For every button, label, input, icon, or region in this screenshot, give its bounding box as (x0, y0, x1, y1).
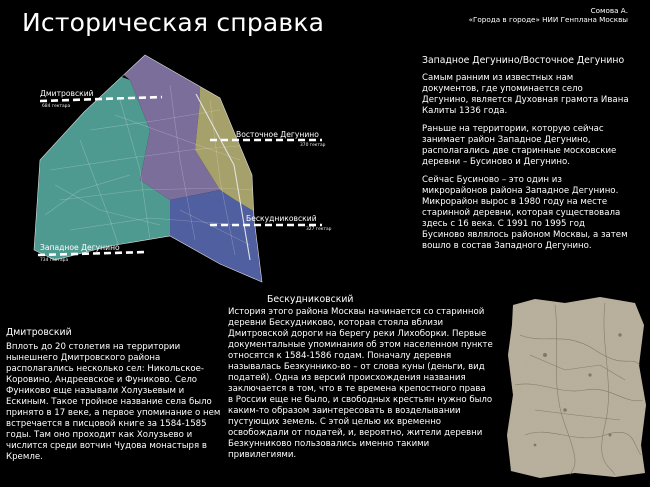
author-affiliation: «Города в городе» НИИ Генплана Москвы (468, 15, 628, 24)
author-credit (469, 6, 628, 24)
district-map (20, 40, 332, 280)
map-label-vostochnoe: Восточное Дегунино (236, 130, 319, 139)
map-label-dmitrovsky: Дмитровский (40, 89, 94, 98)
section-text-dmitrovsky: Вплоть до 20 столетия на территории нынешнего Дмитровского района располагались несколько сел: Никольское-Коровино, Андреевское и Фуниково. Село Фуниково еще называли Холузьевым и Ескиным. Такое тройное название села было принято в 17 веке, а первое упоминание о нем встречается в писцовой книге за 1584-1585 годы. Там оно проходит как Холузьево и числится среди вотчин Чудова монастыря в Кремле. (6, 342, 221, 462)
paragraph: Сейчас Бусиново – это один из микрорайонов района Западное Дегунино. Микрорайон вырос в 1980 году на месте старинной деревни, которая существовала здесь с 16 века. С 1991 по 1995 год Бусиново являлось районом Москвы, а затем вошло в состав Западного Дегунино. (422, 175, 628, 251)
section-title-zapadnoe: Западное Дегунино/Восточное Дегунино (422, 55, 625, 66)
map-area-vostochnoe: 370 гектар (300, 143, 326, 148)
section-title-dmitrovsky: Дмитровский (6, 327, 72, 338)
map-label-zapadnoe: Западное Дегунино (40, 243, 120, 252)
section-title-beskudnikovsky: Бескудниковский (267, 294, 354, 305)
paragraph: Самым ранним из известных нам документов, где упоминается село Дегунино, является Духовная грамота Ивана Калиты 1336 года. (422, 73, 629, 116)
page-title: Историческая справка (22, 8, 325, 37)
paragraph: Раньше на территории, которую сейчас занимает район Западное Дегунино, располагались две старинные московские деревни – Бусиново и Дегунино. (422, 124, 617, 167)
map-area-dmitrovsky: 684 гектара (42, 104, 71, 109)
section-text-beskudnikovsky: История этого района Москвы начинается со старинной деревни Бескудниково, которая стояла вблизи Дмитровской дороги на берегу реки Лихоборки. Первые документальные упоминания об этом населенном пункте относятся к 1584-1586 годам. Поначалу деревня называлась Безкуннико-во – от слова куны (деньги, вид податей). Одна из версий происхождения названия заключается в том, что в те времена крепостного права в России еще не было, и свободных крестьян нужно было каким-то образом заинтересовать в возделывании пустующих земель. С этой целью их временно освобождали от податей, и, вероятно, жители деревни Безкунниково пользовались именно такими привилегиями. (228, 307, 493, 460)
map-label-beskudnikovsky: Бескудниковский (246, 214, 317, 223)
map-area-zapadnoe: 734 гектара (40, 258, 69, 263)
map-area-beskudnikovsky: 327 гектар (306, 227, 332, 232)
historical-map-image (505, 295, 647, 479)
section-text-zapadnoe (422, 73, 630, 259)
author-name: Сомова А. (590, 6, 628, 15)
